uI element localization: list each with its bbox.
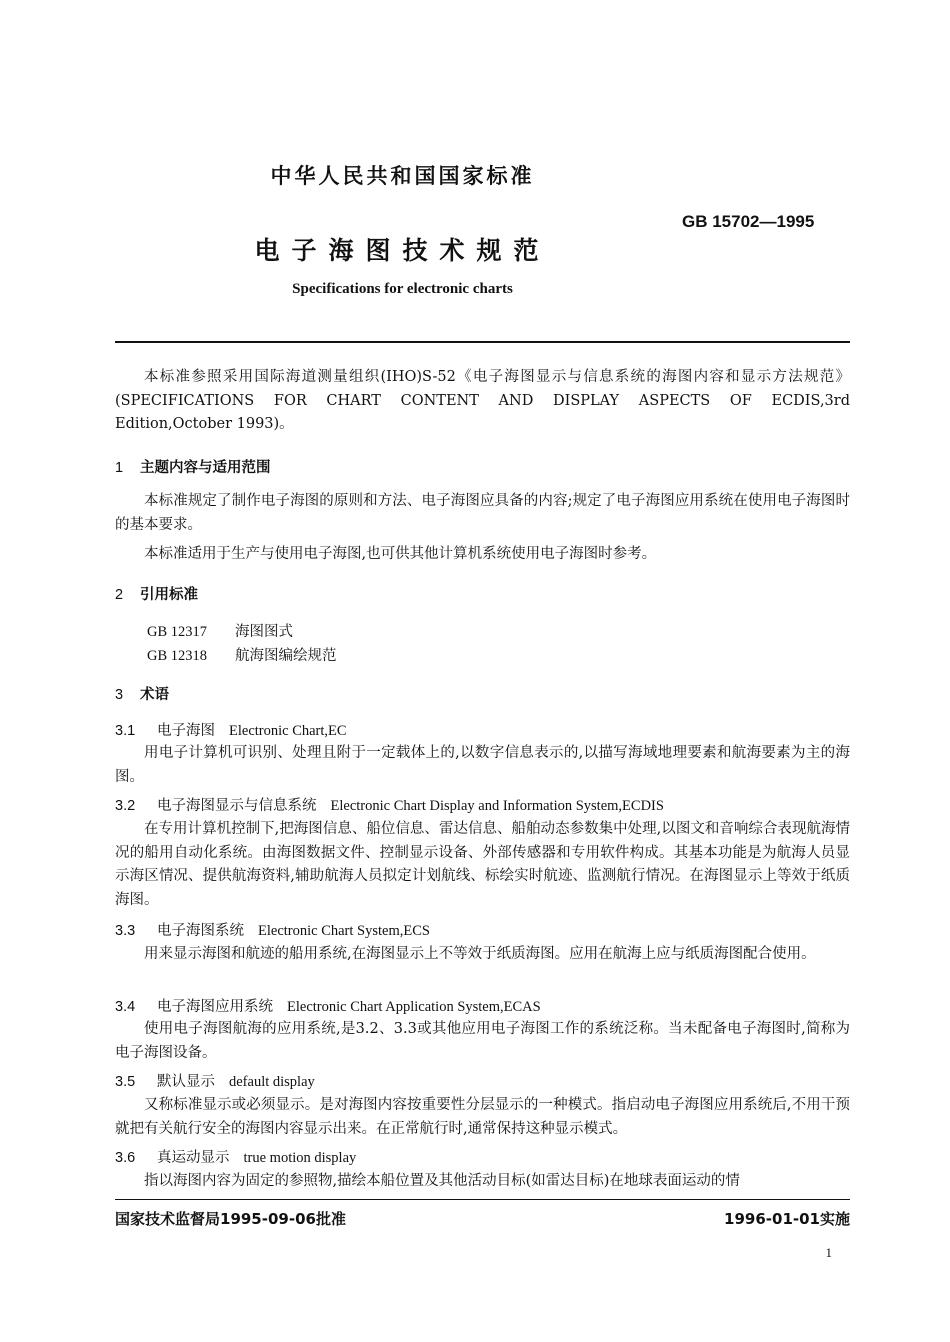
term-cn: 真运动显示 <box>157 1150 230 1166</box>
term-en: default display <box>229 1074 315 1090</box>
reference-item <box>147 620 293 641</box>
section-title: 引用标准 <box>140 587 198 603</box>
term-definition-3-6: 指以海图内容为固定的参照物,描绘本船位置及其他活动目标(如雷达目标)在地球表面运动的情 <box>144 1173 740 1189</box>
term-definition-3-3: 用来显示海图和航迹的船用系统,在海图显示上不等效于纸质海图。应用在航海上应与纸质海图配合使用。 <box>144 946 816 962</box>
section-title: 主题内容与适用范围 <box>140 460 271 476</box>
term-heading-3-4 <box>115 995 541 1016</box>
section-1-paragraph-1: 本标准规定了制作电子海图的原则和方法、电子海图应具备的内容;规定了电子海图应用系统在使用电子海图时的基本要求。 <box>115 493 850 533</box>
term-heading-3-2 <box>115 794 664 815</box>
term-cn: 电子海图显示与信息系统 <box>157 798 317 814</box>
intro-paragraph: 本标准参照采用国际海道测量组织(IHO)S-52《电子海图显示与信息系统的海图内容和显示方法规范》(SPECIFICATIONS FOR CHART CONTENT AND DISPLAY ASPECTS OF ECDIS,3rd Edition,October 1993)。 <box>115 369 850 432</box>
term-number: 3.4 <box>115 999 136 1015</box>
term-number: 3.5 <box>115 1074 136 1090</box>
term-heading-3-6 <box>115 1146 356 1167</box>
document-title: 电子海图技术规范 <box>254 236 551 265</box>
effective-date: 1996-01-01实施 <box>724 1210 850 1228</box>
term-cn: 默认显示 <box>157 1074 215 1090</box>
term-en: Electronic Chart,EC <box>229 723 347 739</box>
term-number: 3.6 <box>115 1150 136 1166</box>
standard-title: 中华人民共和国国家标准 <box>270 164 535 188</box>
term-cn: 电子海图应用系统 <box>157 999 273 1015</box>
page-number: 1 <box>825 1245 832 1260</box>
section-3-heading <box>115 683 169 704</box>
section-number: 2 <box>115 587 124 603</box>
header-divider <box>115 341 850 343</box>
term-definition-3-2: 在专用计算机控制下,把海图信息、船位信息、雷达信息、船舶动态参数集中处理,以图文和音响综合表现航海情况的船用自动化系统。由海图数据文件、控制显示设备、外部传感器和专用软件构成。其基本功能是为航海人员显示海区情况、提供航海资料,辅助航海人员拟定计划航线、标绘实时航迹、监测航行情况。在海图显示上等效于纸质海图。 <box>115 821 850 908</box>
term-heading-3-5 <box>115 1070 315 1091</box>
term-number: 3.1 <box>115 723 136 739</box>
reference-code: GB 12318 <box>147 648 208 664</box>
term-en: Electronic Chart System,ECS <box>258 923 430 939</box>
section-1-heading <box>115 456 271 477</box>
section-number: 3 <box>115 687 124 703</box>
term-en: Electronic Chart Application System,ECAS <box>287 999 541 1015</box>
footer-divider <box>115 1199 850 1200</box>
section-number: 1 <box>115 460 124 476</box>
reference-item <box>147 644 337 665</box>
term-heading-3-1 <box>115 719 347 740</box>
section-2-heading <box>115 583 198 604</box>
term-number: 3.2 <box>115 798 136 814</box>
term-number: 3.3 <box>115 923 136 939</box>
term-definition-3-5: 又称标准显示或必须显示。是对海图内容按重要性分层显示的一种模式。指启动电子海图应用系统后,不用干预就把有关航行安全的海图内容显示出来。在正常航行时,通常保持这种显示模式。 <box>115 1097 850 1137</box>
reference-name: 航海图编绘规范 <box>235 648 337 664</box>
term-cn: 电子海图系统 <box>157 923 244 939</box>
approval-date: 国家技术监督局1995-09-06批准 <box>115 1210 346 1228</box>
reference-code: GB 12317 <box>147 624 208 640</box>
term-definition-3-4: 使用电子海图航海的应用系统,是3.2、3.3或其他应用电子海图工作的系统泛称。当未配备电子海图时,简称为电子海图设备。 <box>115 1021 850 1061</box>
term-cn: 电子海图 <box>157 723 215 739</box>
term-en: true motion display <box>243 1150 357 1166</box>
term-heading-3-3 <box>115 919 430 940</box>
document-title-english: Specifications for electronic charts <box>292 281 513 297</box>
section-1-paragraph-2: 本标准适用于生产与使用电子海图,也可供其他计算机系统使用电子海图时参考。 <box>144 546 657 562</box>
term-definition-3-1: 用电子计算机可识别、处理且附于一定载体上的,以数字信息表示的,以描写海域地理要素和航海要素为主的海图。 <box>115 745 850 785</box>
reference-name: 海图图式 <box>235 624 293 640</box>
section-title: 术语 <box>140 687 169 703</box>
term-en: Electronic Chart Display and Information System,ECDIS <box>330 798 664 814</box>
gb-number: GB 15702—1995 <box>682 212 815 231</box>
